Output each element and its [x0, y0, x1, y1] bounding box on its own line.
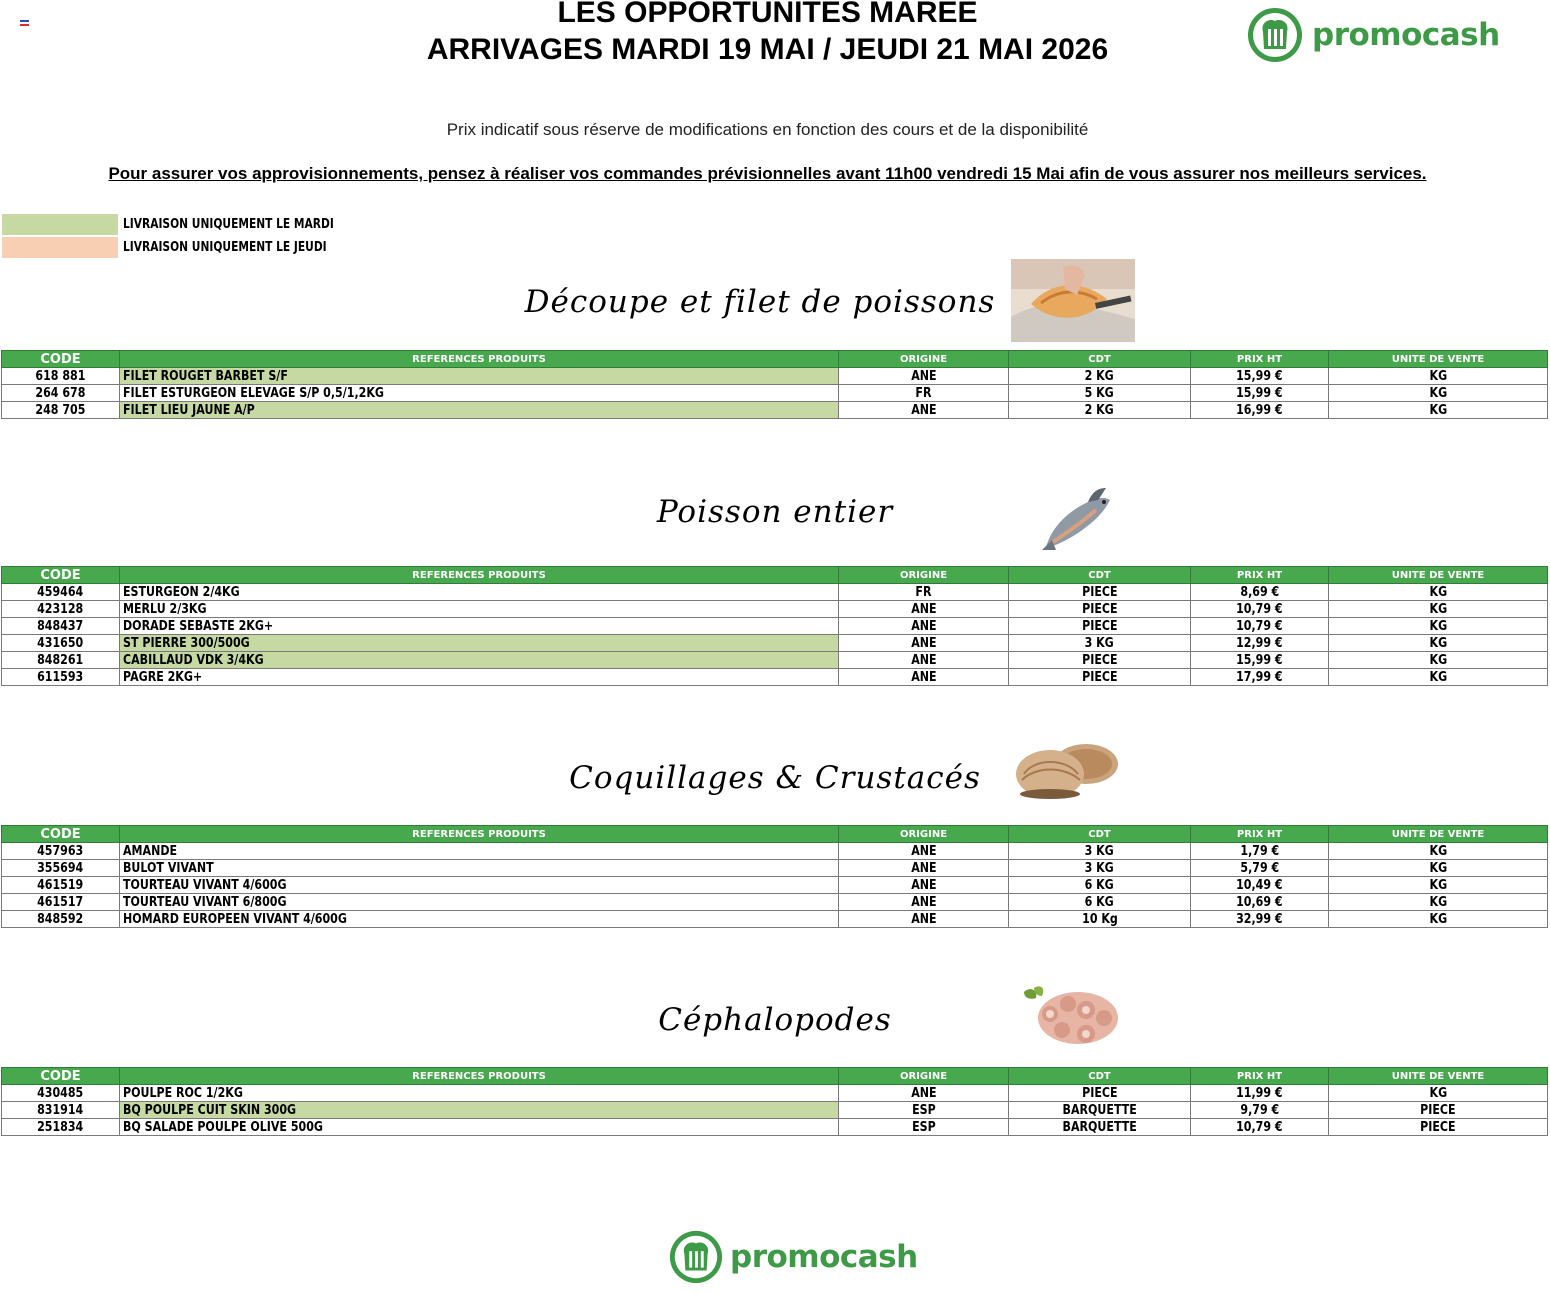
cell-reference-text: FILET LIEU JAUNE A/P: [123, 402, 255, 418]
cell-unite-text: KG: [1429, 652, 1447, 668]
cell-origine: [839, 601, 1009, 618]
cell-origine: [839, 1085, 1009, 1102]
cell-cdt-text: 6 KG: [1084, 894, 1115, 910]
cell-origine-text: FR: [915, 584, 932, 600]
cell-code: [2, 860, 120, 877]
cell-reference: [120, 911, 839, 928]
col-header-code: CODE: [2, 826, 120, 843]
cell-code: [2, 843, 120, 860]
cell-prix-text: 1,79 €: [1240, 843, 1279, 859]
cell-origine: [839, 618, 1009, 635]
cell-unite: [1329, 618, 1548, 635]
cell-code-text: 251834: [37, 1119, 84, 1135]
cell-code: [2, 1085, 120, 1102]
page-title-line2: ARRIVAGES MARDI 19 MAI / JEUDI 21 MAI 2026: [426, 33, 1109, 66]
cell-reference-text: BQ POULPE CUIT SKIN 300G: [123, 1102, 297, 1118]
col-header-origine: ORIGINE: [839, 567, 1009, 584]
cell-cdt-text: 3 KG: [1084, 635, 1115, 651]
cell-unite-text: KG: [1429, 843, 1447, 859]
cell-cdt-text: 2 KG: [1084, 368, 1115, 384]
cell-reference: [120, 860, 839, 877]
cell-prix-text: 11,99 €: [1236, 1085, 1283, 1101]
cell-code: [2, 601, 120, 618]
chef-hat-icon: [1246, 6, 1304, 64]
cell-prix: [1191, 669, 1329, 686]
cell-origine: [839, 385, 1009, 402]
cell-code: [2, 402, 120, 419]
brand-logo-footer: [668, 1228, 918, 1286]
cell-prix-text: 17,99 €: [1236, 669, 1283, 685]
cell-reference-text: MERLU 2/3KG: [123, 601, 207, 617]
cell-unite-text: PIECE: [1420, 1119, 1456, 1135]
cell-code: [2, 584, 120, 601]
cell-reference: [120, 1102, 839, 1119]
section-title-coquillages: Coquillages & Crustacés: [569, 760, 981, 796]
cell-reference-text: TOURTEAU VIVANT 4/600G: [123, 877, 287, 893]
cell-reference-text: ST PIERRE 300/500G: [123, 635, 250, 651]
cell-origine: [839, 402, 1009, 419]
cell-prix-text: 15,99 €: [1236, 652, 1283, 668]
cell-code: [2, 618, 120, 635]
col-header-origine: ORIGINE: [839, 1068, 1009, 1085]
cell-reference-text: TOURTEAU VIVANT 6/800G: [123, 894, 287, 910]
cell-cdt: [1009, 618, 1191, 635]
brand-wordmark: promocash: [1312, 17, 1500, 53]
cell-unite: [1329, 669, 1548, 686]
cell-cdt-text: 2 KG: [1084, 402, 1115, 418]
legend-swatch-jeudi: [2, 237, 118, 258]
cell-origine-text: ANE: [910, 1085, 937, 1101]
cell-code-text: 423128: [37, 601, 84, 617]
col-header-cdt: CDT: [1009, 826, 1191, 843]
cell-reference: [120, 618, 839, 635]
cell-cdt-text: PIECE: [1081, 601, 1118, 617]
cell-cdt-text: PIECE: [1081, 1085, 1118, 1101]
cell-reference: [120, 601, 839, 618]
cell-code-text: 848437: [37, 618, 84, 634]
cell-code-text: 459464: [37, 584, 84, 600]
table-row: [2, 1102, 1548, 1119]
cell-prix-text: 16,99 €: [1236, 402, 1283, 418]
cell-cdt: [1009, 860, 1191, 877]
cell-code-text: 457963: [37, 843, 84, 859]
table-header-row: [2, 826, 1548, 843]
cell-prix: [1191, 877, 1329, 894]
cell-prix-text: 8,69 €: [1240, 584, 1279, 600]
clams-photo: [1014, 738, 1120, 807]
cell-code-text: 831914: [37, 1102, 84, 1118]
cell-origine: [839, 635, 1009, 652]
cell-reference-text: AMANDE: [123, 843, 178, 859]
cell-cdt: [1009, 652, 1191, 669]
cell-cdt: [1009, 1102, 1191, 1119]
cell-unite: [1329, 877, 1548, 894]
cell-origine: [839, 669, 1009, 686]
cell-prix: [1191, 601, 1329, 618]
cell-reference: [120, 385, 839, 402]
cell-reference-text: FILET ROUGET BARBET S/F: [123, 368, 288, 384]
table-row: [2, 385, 1548, 402]
price-note: Prix indicatif sous réserve de modifications en fonction des cours et de la disponibilité: [446, 120, 1089, 139]
table-coquillages: [1, 825, 1548, 928]
cell-code-text: 355694: [37, 860, 84, 876]
cell-origine: [839, 911, 1009, 928]
cell-cdt-text: 5 KG: [1084, 385, 1115, 401]
cell-code-text: 461517: [37, 894, 84, 910]
col-header-cdt: CDT: [1009, 351, 1191, 368]
cell-unite: [1329, 584, 1548, 601]
col-header-code: CODE: [2, 567, 120, 584]
cell-unite: [1329, 894, 1548, 911]
col-header-ref: REFERENCES PRODUITS: [120, 351, 839, 368]
cell-prix-text: 12,99 €: [1236, 635, 1283, 651]
col-header-code: CODE: [2, 351, 120, 368]
table-header-row: [2, 567, 1548, 584]
cell-origine: [839, 843, 1009, 860]
cell-origine-text: ANE: [910, 635, 937, 651]
cell-cdt: [1009, 843, 1191, 860]
cell-origine-text: ANE: [910, 669, 937, 685]
cell-cdt: [1009, 669, 1191, 686]
cell-prix-text: 15,99 €: [1236, 368, 1283, 384]
cell-unite: [1329, 1119, 1548, 1136]
cell-reference: [120, 877, 839, 894]
cell-prix: [1191, 368, 1329, 385]
col-header-prix: PRIX HT: [1191, 567, 1329, 584]
cell-code: [2, 669, 120, 686]
cell-cdt: [1009, 1085, 1191, 1102]
cell-unite: [1329, 652, 1548, 669]
col-header-code: CODE: [2, 1068, 120, 1085]
table-row: [2, 911, 1548, 928]
cell-reference-text: CABILLAUD VDK 3/4KG: [123, 652, 264, 668]
cell-origine-text: ANE: [910, 843, 937, 859]
cell-prix-text: 10,79 €: [1236, 618, 1283, 634]
cell-code: [2, 652, 120, 669]
col-header-origine: ORIGINE: [839, 826, 1009, 843]
brand-logo: [1246, 6, 1500, 64]
cell-cdt: [1009, 1119, 1191, 1136]
cell-prix-text: 10,79 €: [1236, 1119, 1283, 1135]
cell-code-text: 618 881: [35, 368, 86, 384]
cell-cdt: [1009, 877, 1191, 894]
cell-origine-text: ANE: [910, 402, 937, 418]
cell-code-text: 611593: [37, 669, 84, 685]
cell-reference: [120, 652, 839, 669]
cell-origine-text: ANE: [910, 368, 937, 384]
fish-fillet-photo: [1011, 259, 1135, 347]
cell-reference: [120, 584, 839, 601]
legend-label-jeudi: LIVRAISON UNIQUEMENT LE JEUDI: [123, 240, 327, 255]
cell-prix: [1191, 402, 1329, 419]
cell-origine: [839, 1119, 1009, 1136]
cell-unite-text: KG: [1429, 402, 1447, 418]
cell-cdt: [1009, 584, 1191, 601]
cell-prix-text: 9,79 €: [1240, 1102, 1279, 1118]
page-title-line1: LES OPPORTUNITES MAREE: [557, 0, 978, 29]
table-row: [2, 368, 1548, 385]
cell-cdt-text: 6 KG: [1084, 877, 1115, 893]
cell-reference-text: PAGRE 2KG+: [123, 669, 203, 685]
cell-unite-text: KG: [1429, 385, 1447, 401]
whole-fish-photo: [1040, 486, 1116, 557]
section-title-cephalopodes: Céphalopodes: [658, 1002, 892, 1038]
brand-wordmark-footer: promocash: [730, 1239, 918, 1275]
order-notice: Pour assurer vos approvisionnements, pensez à réaliser vos commandes prévisionnelles avant 11h00 vendredi 15 Mai afin de vous assurer nos meilleurs services.: [108, 164, 1427, 183]
cell-unite: [1329, 368, 1548, 385]
cell-prix-text: 32,99 €: [1236, 911, 1283, 927]
cell-code: [2, 635, 120, 652]
cell-prix: [1191, 860, 1329, 877]
cell-reference: [120, 1119, 839, 1136]
table-row: [2, 877, 1548, 894]
delivery-legend: [2, 213, 380, 259]
cell-prix-text: 10,49 €: [1236, 877, 1283, 893]
cell-cdt-text: PIECE: [1081, 652, 1118, 668]
cell-unite: [1329, 1102, 1548, 1119]
col-header-prix: PRIX HT: [1191, 351, 1329, 368]
cell-unite-text: KG: [1429, 618, 1447, 634]
cell-reference-text: BULOT VIVANT: [123, 860, 214, 876]
cell-unite-text: KG: [1429, 669, 1447, 685]
chef-hat-icon: [668, 1228, 724, 1286]
cell-reference-text: HOMARD EUROPEEN VIVANT 4/600G: [123, 911, 347, 927]
table-row: [2, 652, 1548, 669]
cell-cdt-text: BARQUETTE: [1062, 1102, 1137, 1118]
cell-cdt-text: 3 KG: [1084, 860, 1115, 876]
cell-cdt-text: 3 KG: [1084, 843, 1115, 859]
cell-code: [2, 1119, 120, 1136]
cell-prix: [1191, 894, 1329, 911]
table-row: [2, 635, 1548, 652]
cell-prix: [1191, 652, 1329, 669]
cell-origine-text: ANE: [910, 618, 937, 634]
table-row: [2, 843, 1548, 860]
col-header-unite: UNITE DE VENTE: [1329, 1068, 1548, 1085]
cell-unite-text: KG: [1429, 877, 1447, 893]
cell-prix: [1191, 635, 1329, 652]
cell-code-text: 264 678: [35, 385, 86, 401]
table-poisson-entier: [1, 566, 1548, 686]
col-header-ref: REFERENCES PRODUITS: [120, 1068, 839, 1085]
cell-reference: [120, 368, 839, 385]
cell-code: [2, 1102, 120, 1119]
cell-cdt-text: 10 Kg: [1081, 911, 1118, 927]
legend-item-mardi: [2, 213, 380, 236]
cell-reference: [120, 669, 839, 686]
col-header-unite: UNITE DE VENTE: [1329, 826, 1548, 843]
col-header-cdt: CDT: [1009, 567, 1191, 584]
table-row: [2, 618, 1548, 635]
cell-reference-text: POULPE ROC 1/2KG: [123, 1085, 243, 1101]
cell-cdt: [1009, 894, 1191, 911]
cell-unite-text: KG: [1429, 894, 1447, 910]
cell-code-text: 431650: [37, 635, 84, 651]
cell-unite-text: KG: [1429, 368, 1447, 384]
cell-code: [2, 877, 120, 894]
cell-unite: [1329, 860, 1548, 877]
cell-unite: [1329, 843, 1548, 860]
cell-reference-text: FILET ESTURGEON ELEVAGE S/P 0,5/1,2KG: [123, 385, 384, 401]
cell-origine-text: ANE: [910, 894, 937, 910]
col-header-origine: ORIGINE: [839, 351, 1009, 368]
table-row: [2, 402, 1548, 419]
cell-origine: [839, 1102, 1009, 1119]
section-title-poisson-entier: Poisson entier: [656, 494, 894, 530]
table-row: [2, 894, 1548, 911]
cell-unite-text: KG: [1429, 584, 1447, 600]
cell-origine-text: ANE: [910, 652, 937, 668]
cell-code: [2, 894, 120, 911]
cell-cdt: [1009, 368, 1191, 385]
cell-reference: [120, 1085, 839, 1102]
cell-code: [2, 368, 120, 385]
cell-origine: [839, 652, 1009, 669]
cell-unite: [1329, 385, 1548, 402]
cell-origine-text: ANE: [910, 860, 937, 876]
table-decoupe: [1, 350, 1548, 419]
cell-origine: [839, 368, 1009, 385]
cell-origine-text: ANE: [910, 601, 937, 617]
table-row: [2, 1085, 1548, 1102]
legend-swatch-mardi: [2, 214, 118, 235]
cell-code-text: 430485: [37, 1085, 84, 1101]
table-row: [2, 669, 1548, 686]
cell-origine: [839, 860, 1009, 877]
cell-prix: [1191, 385, 1329, 402]
cell-cdt: [1009, 635, 1191, 652]
cell-code-text: 248 705: [35, 402, 86, 418]
cell-prix: [1191, 1085, 1329, 1102]
cell-origine: [839, 877, 1009, 894]
cell-unite: [1329, 402, 1548, 419]
cell-code-text: 848261: [37, 652, 84, 668]
col-header-prix: PRIX HT: [1191, 1068, 1329, 1085]
cell-unite: [1329, 911, 1548, 928]
cell-reference-text: DORADE SEBASTE 2KG+: [123, 618, 274, 634]
cell-prix: [1191, 1102, 1329, 1119]
cell-prix: [1191, 843, 1329, 860]
section-title-decoupe: Découpe et filet de poissons: [524, 284, 996, 320]
cell-prix-text: 10,69 €: [1236, 894, 1283, 910]
cell-reference: [120, 843, 839, 860]
cell-cdt: [1009, 911, 1191, 928]
table-header-row: [2, 351, 1548, 368]
cell-cdt-text: PIECE: [1081, 584, 1118, 600]
cell-unite: [1329, 635, 1548, 652]
cell-unite: [1329, 601, 1548, 618]
cell-code-text: 461519: [37, 877, 84, 893]
cell-origine-text: ANE: [910, 877, 937, 893]
col-header-unite: UNITE DE VENTE: [1329, 351, 1548, 368]
cell-prix-text: 5,79 €: [1240, 860, 1279, 876]
col-header-unite: UNITE DE VENTE: [1329, 567, 1548, 584]
col-header-prix: PRIX HT: [1191, 826, 1329, 843]
legend-item-jeudi: [2, 236, 380, 259]
cell-code: [2, 911, 120, 928]
octopus-photo: [1020, 984, 1126, 1061]
cell-unite: [1329, 1085, 1548, 1102]
cell-unite-text: KG: [1429, 911, 1447, 927]
cell-unite-text: PIECE: [1420, 1102, 1456, 1118]
cell-code-text: 848592: [37, 911, 84, 927]
cell-origine-text: ANE: [910, 911, 937, 927]
cell-origine-text: ESP: [911, 1102, 936, 1118]
cell-cdt: [1009, 385, 1191, 402]
table-cephalopodes: [1, 1067, 1548, 1136]
cell-prix: [1191, 1119, 1329, 1136]
cell-unite-text: KG: [1429, 635, 1447, 651]
cell-cdt-text: PIECE: [1081, 618, 1118, 634]
cell-prix: [1191, 584, 1329, 601]
legend-label-mardi: LIVRAISON UNIQUEMENT LE MARDI: [123, 217, 334, 232]
cell-reference: [120, 635, 839, 652]
col-header-ref: REFERENCES PRODUITS: [120, 826, 839, 843]
cell-origine-text: FR: [915, 385, 932, 401]
table-row: [2, 601, 1548, 618]
cell-unite-text: KG: [1429, 860, 1447, 876]
cell-prix-text: 10,79 €: [1236, 601, 1283, 617]
cell-prix-text: 15,99 €: [1236, 385, 1283, 401]
cell-reference: [120, 402, 839, 419]
cell-reference-text: ESTURGEON 2/4KG: [123, 584, 240, 600]
cell-origine: [839, 894, 1009, 911]
cell-code: [2, 385, 120, 402]
cell-cdt: [1009, 601, 1191, 618]
table-header-row: [2, 1068, 1548, 1085]
cell-prix: [1191, 618, 1329, 635]
table-row: [2, 584, 1548, 601]
col-header-cdt: CDT: [1009, 1068, 1191, 1085]
cell-origine-text: ESP: [911, 1119, 936, 1135]
cell-origine: [839, 584, 1009, 601]
table-row: [2, 1119, 1548, 1136]
cell-unite-text: KG: [1429, 1085, 1447, 1101]
cell-cdt-text: PIECE: [1081, 669, 1118, 685]
cell-reference-text: BQ SALADE POULPE OLIVE 500G: [123, 1119, 323, 1135]
cell-cdt-text: BARQUETTE: [1062, 1119, 1137, 1135]
cell-prix: [1191, 911, 1329, 928]
cell-unite-text: KG: [1429, 601, 1447, 617]
col-header-ref: REFERENCES PRODUITS: [120, 567, 839, 584]
cell-cdt: [1009, 402, 1191, 419]
table-row: [2, 860, 1548, 877]
cell-reference: [120, 894, 839, 911]
